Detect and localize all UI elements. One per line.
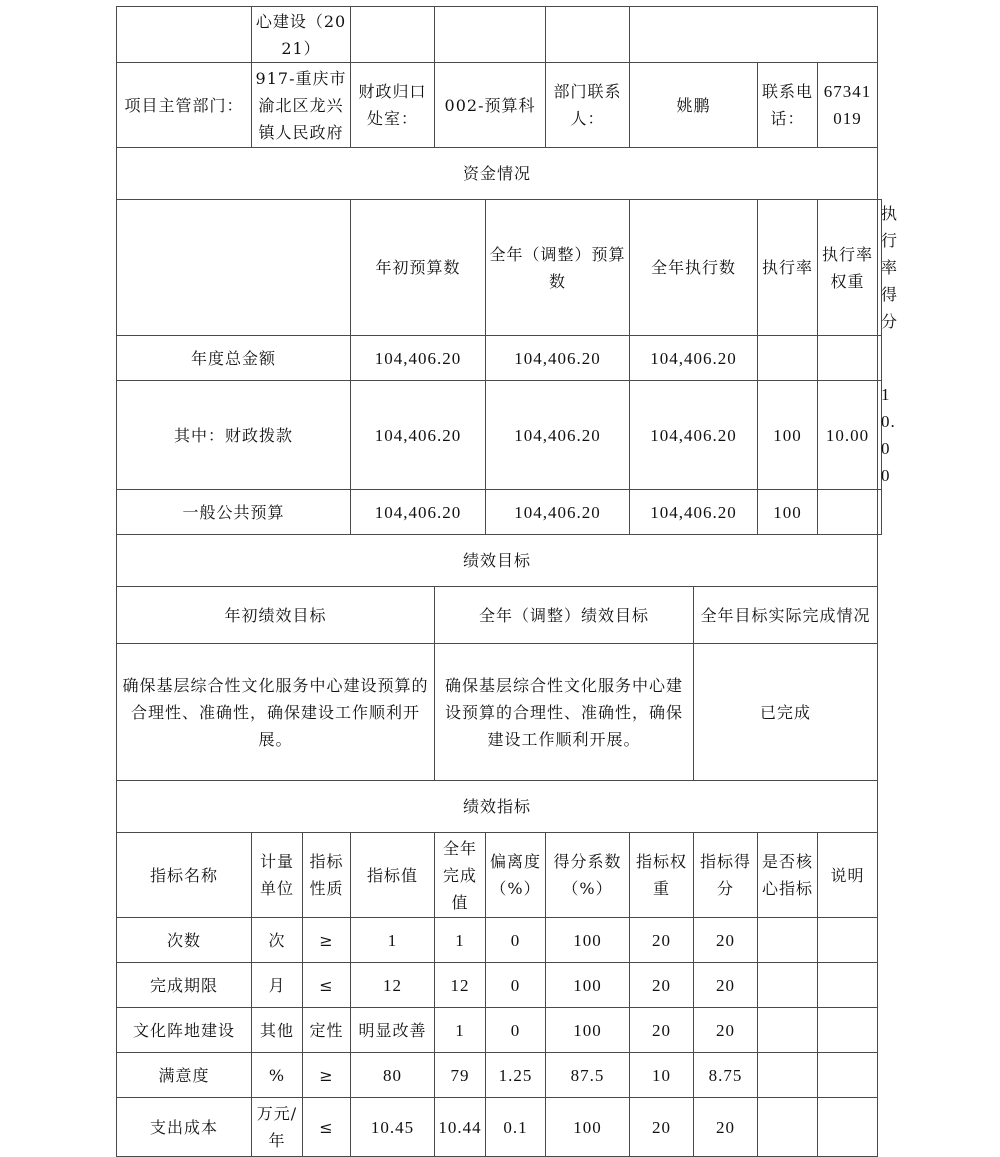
indicator-row (117, 1008, 882, 1053)
ind-name: 完成期限 (117, 963, 252, 1008)
ind-nature: 定性 (303, 1008, 351, 1053)
ind-col-score: 指标得分 (694, 833, 758, 918)
ind-note (818, 1008, 878, 1053)
funding-initial: 104,406.20 (351, 490, 486, 535)
funding-executed: 104,406.20 (630, 336, 758, 381)
funding-section-title: 资金情况 (117, 148, 878, 200)
funding-col-weight: 执行率权重 (818, 200, 878, 336)
ind-col-nature: 指标性质 (303, 833, 351, 918)
cell-blank (546, 7, 630, 63)
report-grid (116, 6, 899, 1157)
dept-value: 917-重庆市渝北区龙兴镇人民政府 (252, 63, 351, 148)
indicator-row (117, 1053, 882, 1098)
contact-label: 部门联系人： (546, 63, 630, 148)
ind-actual: 1 (435, 918, 486, 963)
ind-coef: 100 (546, 1098, 630, 1157)
ind-unit: 万元/年 (252, 1098, 303, 1157)
ind-nature: ≥ (303, 918, 351, 963)
ind-nature: ≤ (303, 963, 351, 1008)
funding-score (878, 336, 882, 381)
funding-adjusted: 104,406.20 (486, 336, 630, 381)
indicator-row (117, 963, 882, 1008)
ind-core (758, 963, 818, 1008)
ind-coef: 100 (546, 963, 630, 1008)
ind-col-name: 指标名称 (117, 833, 252, 918)
funding-rate: 100 (758, 381, 818, 490)
cell-blank (351, 7, 435, 63)
ind-name: 次数 (117, 918, 252, 963)
ind-note (818, 963, 878, 1008)
finance-label: 财政归口处室： (351, 63, 435, 148)
cell-blank (117, 7, 252, 63)
funding-col-initial: 年初预算数 (351, 200, 486, 336)
performance-report-table (116, 6, 899, 1157)
ind-deviation: 0 (486, 918, 546, 963)
ind-target: 80 (351, 1053, 435, 1098)
funding-col-executed: 全年执行数 (630, 200, 758, 336)
funding-adjusted: 104,406.20 (486, 490, 630, 535)
cell-blank (630, 7, 878, 63)
funding-col-adjusted: 全年（调整）预算数 (486, 200, 630, 336)
ind-core (758, 1008, 818, 1053)
ind-score: 20 (694, 963, 758, 1008)
ind-col-note: 说明 (818, 833, 878, 918)
goals-col-adjusted: 全年（调整）绩效目标 (435, 587, 694, 644)
funding-score: 10.00 (878, 381, 882, 490)
funding-weight: 10.00 (818, 381, 878, 490)
ind-score: 8.75 (694, 1053, 758, 1098)
indicators-section-title: 绩效指标 (117, 781, 878, 833)
funding-row (117, 336, 882, 381)
goals-col-actual: 全年目标实际完成情况 (694, 587, 878, 644)
ind-nature: ≥ (303, 1053, 351, 1098)
ind-col-coef: 得分系数（%） (546, 833, 630, 918)
funding-rate (758, 336, 818, 381)
ind-coef: 87.5 (546, 1053, 630, 1098)
ind-actual: 1 (435, 1008, 486, 1053)
funding-col-rate: 执行率 (758, 200, 818, 336)
funding-row-label: 一般公共预算 (117, 490, 351, 535)
ind-col-core: 是否核心指标 (758, 833, 818, 918)
ind-col-weight: 指标权重 (630, 833, 694, 918)
ind-score: 20 (694, 1098, 758, 1157)
goals-col-initial: 年初绩效目标 (117, 587, 435, 644)
dept-label: 项目主管部门： (117, 63, 252, 148)
ind-note (818, 1098, 878, 1157)
ind-nature: ≤ (303, 1098, 351, 1157)
ind-weight: 20 (630, 1098, 694, 1157)
funding-adjusted: 104,406.20 (486, 381, 630, 490)
funding-score (878, 490, 882, 535)
funding-executed: 104,406.20 (630, 381, 758, 490)
ind-coef: 100 (546, 918, 630, 963)
ind-weight: 20 (630, 963, 694, 1008)
funding-row (117, 381, 882, 490)
funding-initial: 104,406.20 (351, 381, 486, 490)
ind-score: 20 (694, 918, 758, 963)
ind-note (818, 1053, 878, 1098)
goals-section-title: 绩效目标 (117, 535, 878, 587)
goals-initial-text: 确保基层综合性文化服务中心建设预算的合理性、准确性，确保建设工作顺利开展。 (117, 644, 435, 781)
ind-name: 支出成本 (117, 1098, 252, 1157)
ind-name: 满意度 (117, 1053, 252, 1098)
ind-target: 12 (351, 963, 435, 1008)
ind-core (758, 918, 818, 963)
funding-executed: 104,406.20 (630, 490, 758, 535)
ind-note (818, 918, 878, 963)
funding-initial: 104,406.20 (351, 336, 486, 381)
ind-unit: 次 (252, 918, 303, 963)
indicator-row (117, 1098, 882, 1157)
ind-col-target: 指标值 (351, 833, 435, 918)
indicator-row (117, 918, 882, 963)
phone-value: 67341019 (818, 63, 878, 148)
goals-adjusted-text: 确保基层综合性文化服务中心建设预算的合理性、准确性，确保建设工作顺利开展。 (435, 644, 694, 781)
funding-weight (818, 336, 878, 381)
project-name-tail: 心建设（2021） (252, 7, 351, 63)
ind-col-unit: 计量单位 (252, 833, 303, 918)
ind-target: 明显改善 (351, 1008, 435, 1053)
ind-core (758, 1098, 818, 1157)
ind-core (758, 1053, 818, 1098)
funding-rate: 100 (758, 490, 818, 535)
ind-target: 1 (351, 918, 435, 963)
ind-weight: 20 (630, 918, 694, 963)
ind-actual: 10.44 (435, 1098, 486, 1157)
ind-unit: 其他 (252, 1008, 303, 1053)
funding-weight (818, 490, 878, 535)
finance-value: 002-预算科 (435, 63, 546, 148)
ind-deviation: 0 (486, 963, 546, 1008)
funding-row-label: 年度总金额 (117, 336, 351, 381)
cell-blank (117, 200, 351, 336)
ind-actual: 12 (435, 963, 486, 1008)
cell-blank (435, 7, 546, 63)
ind-col-deviation: 偏离度（%） (486, 833, 546, 918)
ind-deviation: 0 (486, 1008, 546, 1053)
ind-coef: 100 (546, 1008, 630, 1053)
ind-col-actual: 全年完成值 (435, 833, 486, 918)
ind-deviation: 1.25 (486, 1053, 546, 1098)
ind-name: 文化阵地建设 (117, 1008, 252, 1053)
ind-unit: 月 (252, 963, 303, 1008)
ind-weight: 20 (630, 1008, 694, 1053)
ind-actual: 79 (435, 1053, 486, 1098)
contact-value: 姚鹏 (630, 63, 758, 148)
funding-col-score: 执行率得分 (878, 200, 882, 336)
ind-target: 10.45 (351, 1098, 435, 1157)
goals-actual-text: 已完成 (694, 644, 878, 781)
funding-row (117, 490, 882, 535)
phone-label: 联系电话： (758, 63, 818, 148)
funding-row-label: 其中：财政拨款 (117, 381, 351, 490)
ind-weight: 10 (630, 1053, 694, 1098)
ind-unit: % (252, 1053, 303, 1098)
ind-score: 20 (694, 1008, 758, 1053)
ind-deviation: 0.1 (486, 1098, 546, 1157)
